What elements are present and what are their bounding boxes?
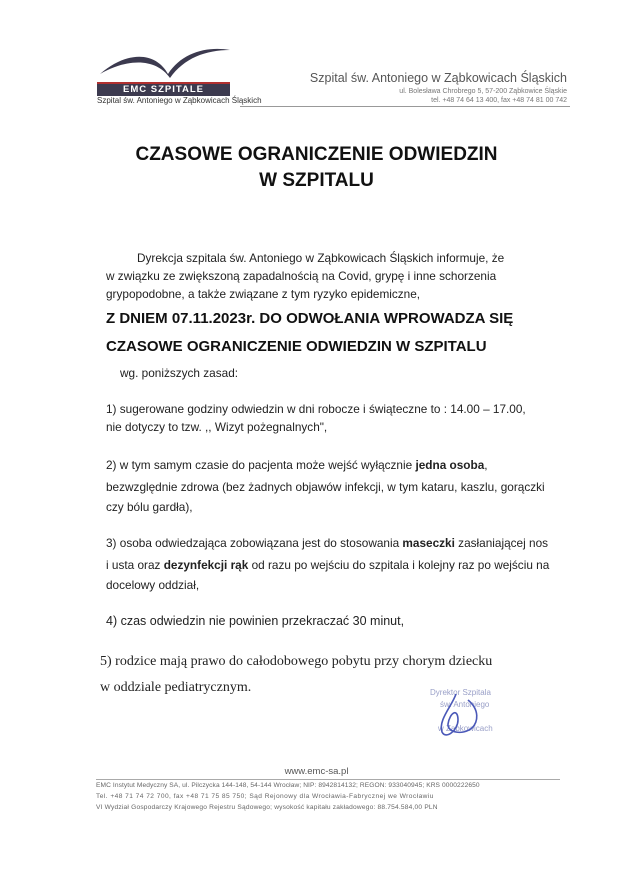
rule-2-line-1 [106,458,488,472]
footer-line-2: Tel. +48 71 74 72 700, fax +48 71 75 85 750; Sąd Rejonowy dla Wrocławia-Fabrycznej we Wrocławiu [96,793,434,800]
intro-line-1: Dyrekcja szpitala św. Antoniego w Ząbkowicach Śląskich informuje, że [137,251,505,265]
rule-3-text-c: zasłaniającej nos [454,536,549,550]
emc-logo-wings-icon [98,44,232,80]
header-divider [240,106,570,107]
rule-3-emphasis-masks: maseczki [402,536,455,550]
signature-icon [428,690,498,740]
rule-3-line-1 [106,536,548,550]
rule-2-text-a: 2) w tym samym czasie do pacjenta może wejść wyłącznie [106,458,416,472]
rule-3-line-2 [106,558,549,572]
rule-2-emphasis: jedna osoba [415,458,485,472]
rule-3-emphasis-disinfection: dezynfekcji rąk [163,558,249,572]
announcement-line-3: wg. poniższych zasad: [120,366,239,380]
rule-1-line-2: nie dotyczy to tzw. ,, Wizyt pożegnalnych", [106,420,328,434]
hospital-name: Szpital św. Antoniego w Ząbkowicach Śląskich [309,71,567,85]
rule-1-line-1: 1) sugerowane godziny odwiedzin w dni robocze i świąteczne to : 14.00 – 17.00, [106,402,526,416]
footer-website: www.emc-sa.pl [284,766,349,777]
rule-4: 4) czas odwiedzin nie powinien przekraczać 30 minut, [106,614,405,628]
rule-5-line-2: w oddziale pediatrycznym. [100,680,252,695]
footer-line-1: EMC Instytut Medyczny SA, ul. Pilczycka 144-148, 54-144 Wrocław; NIP: 8942814132; REGON: 933040945; KRS 0000222650 [96,782,480,789]
footer-divider [96,779,560,780]
rule-3-text-f: od razu po wejściu do szpitala i kolejny raz po wejściu na [248,558,550,572]
hospital-phone: tel. +48 74 64 13 400, fax +48 74 81 00 742 [431,97,567,104]
announcement-line-2: CZASOWE OGRANICZENIE ODWIEDZIN W SZPITALU [106,338,487,355]
document-title-line-1: CZASOWE OGRANICZENIE ODWIEDZIN [135,144,498,165]
stamp-line-2: św. Antoniego [440,700,490,709]
logo-subtitle: Szpital św. Antoniego w Ząbkowicach Śląskich [97,96,262,105]
rule-2-line-2: bezwzględnie zdrowa (bez żadnych objawów infekcji, w tym kataru, kaszlu, gorączki [106,480,545,494]
intro-line-2: w związku ze zwiększoną zapadalnością na Covid, grypę i inne schorzenia [106,269,497,283]
announcement-line-1: Z DNIEM 07.11.2023r. DO ODWOŁANIA WPROWADZA SIĘ [106,310,514,327]
document-title-line-2: W SZPITALU [259,170,374,191]
rule-3-text-a: 3) osoba odwiedzająca zobowiązana jest do stosowania [106,536,403,550]
stamp-line-1: Dyrektor Szpitala [430,688,491,697]
rule-2-line-3: czy bólu gardła), [106,500,193,514]
intro-line-3: grypopodobne, a także związane z tym ryzyko epidemiczne, [106,287,421,301]
rule-2-text-c: , [484,458,488,472]
rule-5-line-1: 5) rodzice mają prawo do całodobowego pobytu przy chorym dziecku [100,654,493,669]
stamp-line-3: w Ząbkowicach [438,724,493,733]
footer-line-3: VI Wydział Gospodarczy Krajowego Rejestru Sądowego; wysokość kapitału zakładowego: 88.754.584,00 PLN [96,804,438,811]
hospital-address: ul. Bolesława Chrobrego 5, 57-200 Ząbkowice Śląskie [399,88,567,95]
logo-text: EMC SZPITALE [97,82,230,96]
rule-3-line-3: docelowy oddział, [106,578,200,592]
rule-3-text-d: i usta oraz [106,558,164,572]
